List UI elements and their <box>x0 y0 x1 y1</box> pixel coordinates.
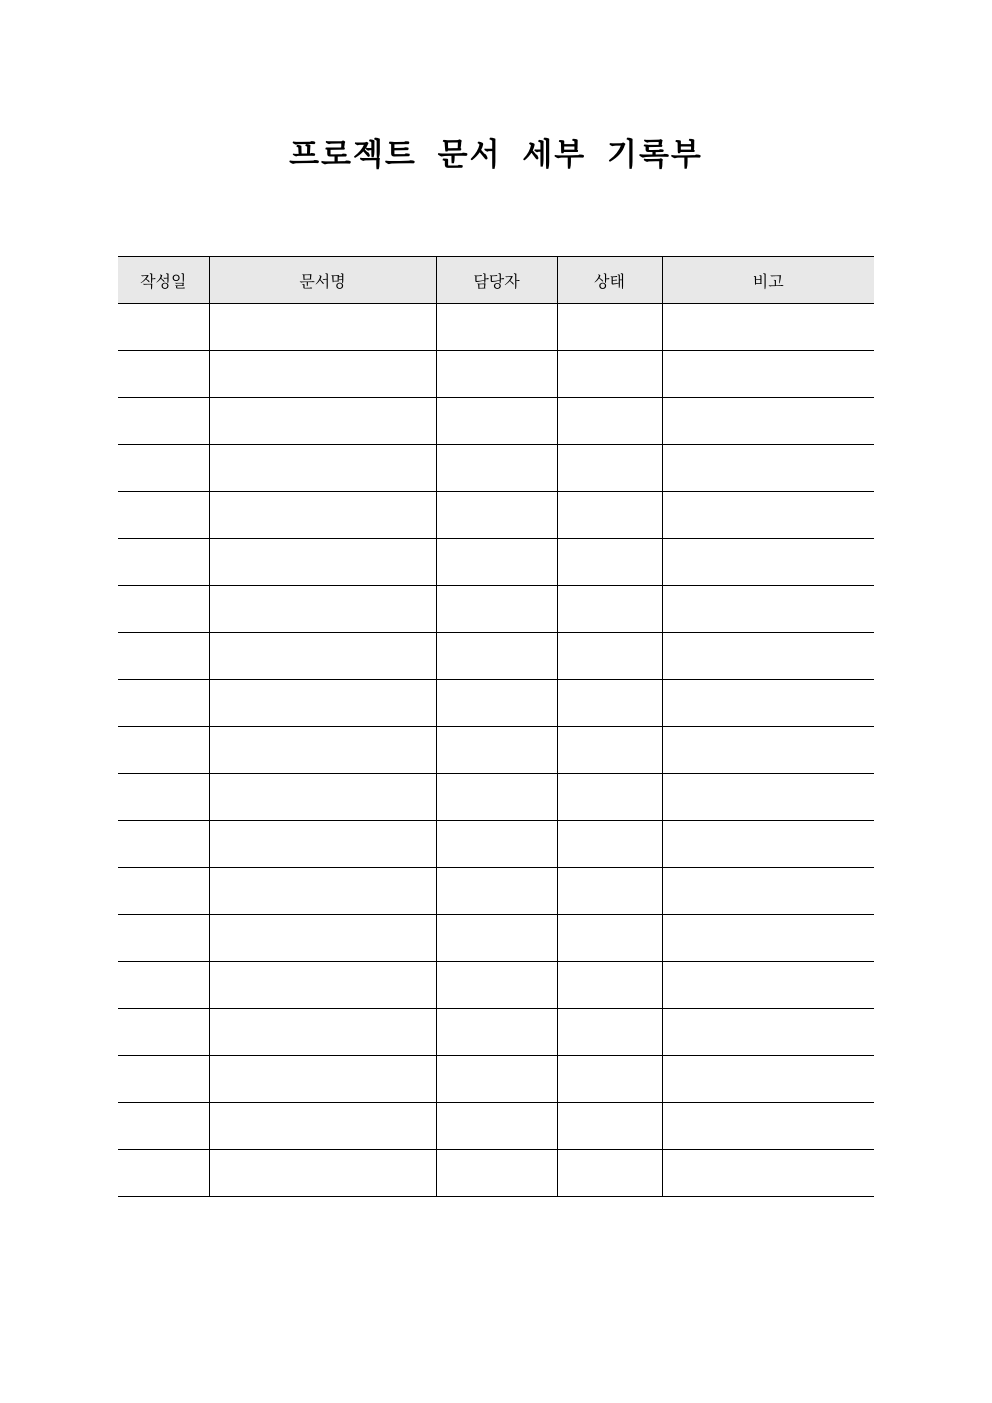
date-cell[interactable] <box>118 539 209 586</box>
table-row <box>118 1056 874 1103</box>
date-cell[interactable] <box>118 680 209 727</box>
owner-cell[interactable] <box>436 1056 557 1103</box>
header-owner: 담당자 <box>436 257 557 304</box>
date-cell[interactable] <box>118 492 209 539</box>
remarks-cell[interactable] <box>662 1009 874 1056</box>
table-header-row <box>118 257 874 304</box>
remarks-cell[interactable] <box>662 915 874 962</box>
table-row <box>118 633 874 680</box>
table-row <box>118 304 874 351</box>
header-document-name: 문서명 <box>209 257 436 304</box>
document-name-cell[interactable] <box>209 821 436 868</box>
owner-cell[interactable] <box>436 915 557 962</box>
date-cell[interactable] <box>118 774 209 821</box>
status-cell[interactable] <box>557 351 662 398</box>
document-name-cell[interactable] <box>209 1009 436 1056</box>
status-cell[interactable] <box>557 1009 662 1056</box>
owner-cell[interactable] <box>436 1103 557 1150</box>
table-row <box>118 680 874 727</box>
document-name-cell[interactable] <box>209 351 436 398</box>
document-name-cell[interactable] <box>209 868 436 915</box>
owner-cell[interactable] <box>436 633 557 680</box>
date-cell[interactable] <box>118 727 209 774</box>
date-cell[interactable] <box>118 398 209 445</box>
status-cell[interactable] <box>557 868 662 915</box>
status-cell[interactable] <box>557 727 662 774</box>
owner-cell[interactable] <box>436 727 557 774</box>
status-cell[interactable] <box>557 398 662 445</box>
status-cell[interactable] <box>557 774 662 821</box>
date-cell[interactable] <box>118 586 209 633</box>
remarks-cell[interactable] <box>662 868 874 915</box>
owner-cell[interactable] <box>436 586 557 633</box>
remarks-cell[interactable] <box>662 962 874 1009</box>
date-cell[interactable] <box>118 1103 209 1150</box>
date-cell[interactable] <box>118 304 209 351</box>
table-row <box>118 868 874 915</box>
status-cell[interactable] <box>557 680 662 727</box>
document-name-cell[interactable] <box>209 1150 436 1197</box>
remarks-cell[interactable] <box>662 821 874 868</box>
status-cell[interactable] <box>557 539 662 586</box>
remarks-cell[interactable] <box>662 1056 874 1103</box>
remarks-cell[interactable] <box>662 492 874 539</box>
document-name-cell[interactable] <box>209 633 436 680</box>
document-name-cell[interactable] <box>209 1103 436 1150</box>
owner-cell[interactable] <box>436 821 557 868</box>
table-row <box>118 445 874 492</box>
document-name-cell[interactable] <box>209 962 436 1009</box>
table-row <box>118 351 874 398</box>
table-row <box>118 1150 874 1197</box>
table-row <box>118 1103 874 1150</box>
table-row <box>118 398 874 445</box>
document-name-cell[interactable] <box>209 586 436 633</box>
status-cell[interactable] <box>557 962 662 1009</box>
date-cell[interactable] <box>118 962 209 1009</box>
remarks-cell[interactable] <box>662 586 874 633</box>
status-cell[interactable] <box>557 821 662 868</box>
status-cell[interactable] <box>557 492 662 539</box>
page-title: 프로젝트 문서 세부 기록부 <box>289 137 703 173</box>
header-date: 작성일 <box>118 257 209 304</box>
document-name-cell[interactable] <box>209 680 436 727</box>
table-row <box>118 962 874 1009</box>
document-name-cell[interactable] <box>209 445 436 492</box>
remarks-cell[interactable] <box>662 1150 874 1197</box>
remarks-cell[interactable] <box>662 304 874 351</box>
remarks-cell[interactable] <box>662 1103 874 1150</box>
owner-cell[interactable] <box>436 398 557 445</box>
table-row <box>118 821 874 868</box>
status-cell[interactable] <box>557 1150 662 1197</box>
status-cell[interactable] <box>557 1056 662 1103</box>
record-table <box>118 256 874 1197</box>
remarks-cell[interactable] <box>662 351 874 398</box>
date-cell[interactable] <box>118 1056 209 1103</box>
table-body <box>118 304 874 1197</box>
status-cell[interactable] <box>557 445 662 492</box>
header-status: 상태 <box>557 257 662 304</box>
table-row <box>118 492 874 539</box>
table-row <box>118 1009 874 1056</box>
owner-cell[interactable] <box>436 962 557 1009</box>
owner-cell[interactable] <box>436 868 557 915</box>
document-name-cell[interactable] <box>209 398 436 445</box>
remarks-cell[interactable] <box>662 633 874 680</box>
remarks-cell[interactable] <box>662 680 874 727</box>
date-cell[interactable] <box>118 351 209 398</box>
owner-cell[interactable] <box>436 1150 557 1197</box>
header-remarks: 비고 <box>662 257 874 304</box>
table-row <box>118 727 874 774</box>
date-cell[interactable] <box>118 445 209 492</box>
table-row <box>118 915 874 962</box>
owner-cell[interactable] <box>436 774 557 821</box>
owner-cell[interactable] <box>436 304 557 351</box>
remarks-cell[interactable] <box>662 727 874 774</box>
date-cell[interactable] <box>118 633 209 680</box>
document-name-cell[interactable] <box>209 774 436 821</box>
status-cell[interactable] <box>557 1103 662 1150</box>
table-row <box>118 586 874 633</box>
remarks-cell[interactable] <box>662 774 874 821</box>
date-cell[interactable] <box>118 821 209 868</box>
date-cell[interactable] <box>118 1150 209 1197</box>
status-cell[interactable] <box>557 633 662 680</box>
status-cell[interactable] <box>557 915 662 962</box>
document-name-cell[interactable] <box>209 304 436 351</box>
date-cell[interactable] <box>118 915 209 962</box>
owner-cell[interactable] <box>436 539 557 586</box>
remarks-cell[interactable] <box>662 398 874 445</box>
remarks-cell[interactable] <box>662 539 874 586</box>
owner-cell[interactable] <box>436 492 557 539</box>
status-cell[interactable] <box>557 586 662 633</box>
owner-cell[interactable] <box>436 445 557 492</box>
owner-cell[interactable] <box>436 1009 557 1056</box>
document-name-cell[interactable] <box>209 1056 436 1103</box>
date-cell[interactable] <box>118 868 209 915</box>
table-row <box>118 774 874 821</box>
document-name-cell[interactable] <box>209 727 436 774</box>
document-name-cell[interactable] <box>209 915 436 962</box>
table-row <box>118 539 874 586</box>
document-name-cell[interactable] <box>209 539 436 586</box>
owner-cell[interactable] <box>436 351 557 398</box>
date-cell[interactable] <box>118 1009 209 1056</box>
remarks-cell[interactable] <box>662 445 874 492</box>
owner-cell[interactable] <box>436 680 557 727</box>
document-name-cell[interactable] <box>209 492 436 539</box>
status-cell[interactable] <box>557 304 662 351</box>
